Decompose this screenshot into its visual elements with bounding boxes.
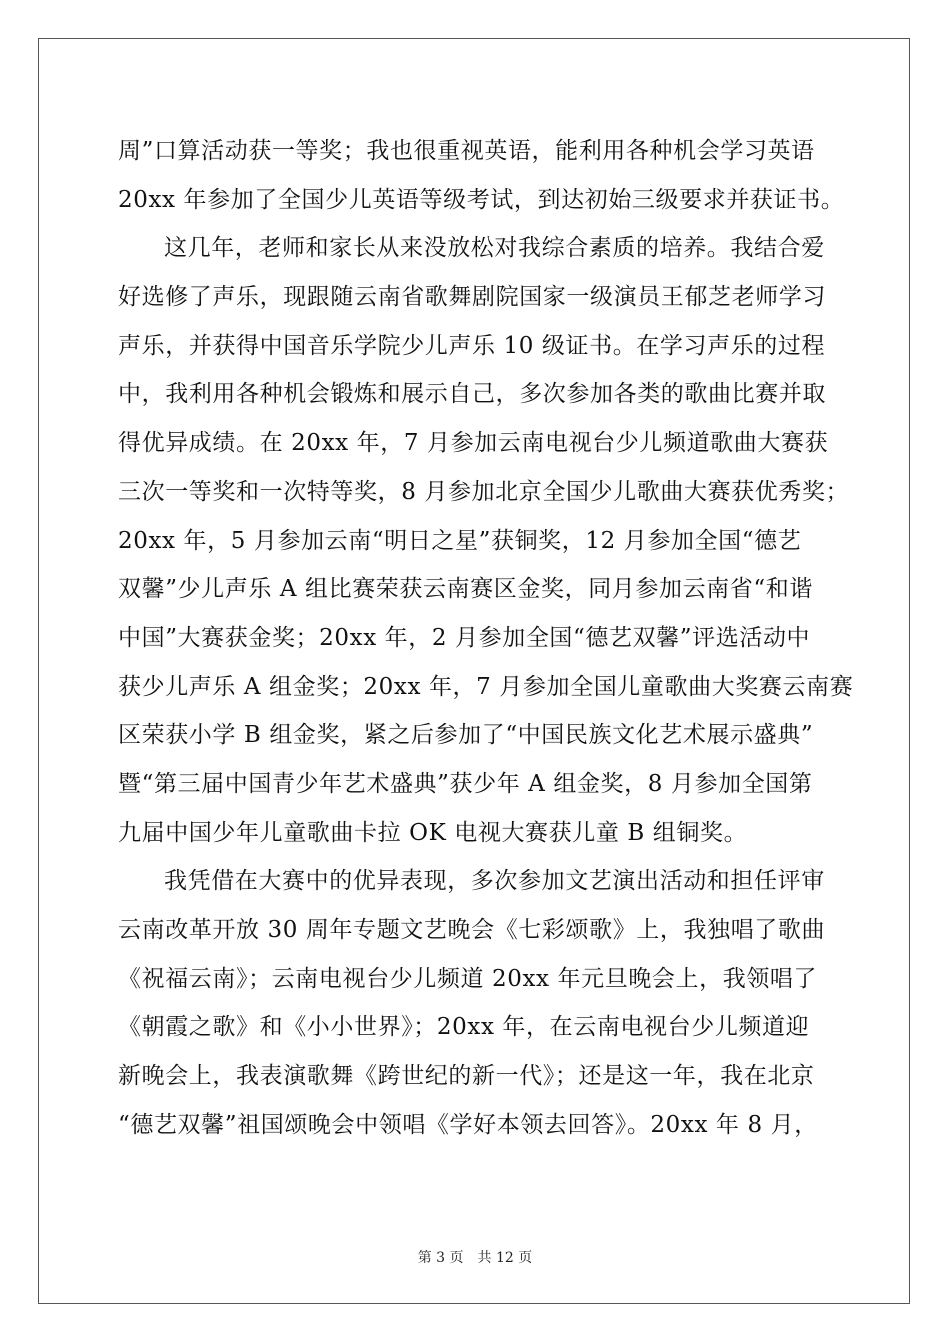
text-line: 《朝霞之歌》和《小小世界》；20xx 年，在云南电视台少儿频道迎 — [118, 1014, 810, 1041]
text-line: 云南改革开放 30 周年专题文艺晚会《七彩颂歌》上，我独唱了歌曲 — [118, 917, 826, 943]
text-line: 新晚会上，我表演歌舞《跨世纪的新一代》；还是这一年，我在北京 — [118, 1063, 815, 1090]
text-line: 20xx 年，5 月参加云南“明日之星”获铜奖，12 月参加全国“德艺 — [118, 527, 802, 554]
text-line: 区荣获小学 B 组金奖，紧之后参加了“中国民族文化艺术展示盛典” — [118, 722, 814, 749]
text-line: 九届中国少年儿童歌曲卡拉 OK 电视大赛获儿童 B 组铜奖。 — [118, 819, 748, 846]
text-line: 这几年，老师和家长从来没放松对我综合素质的培养。我结合爱 — [164, 235, 825, 262]
document-body — [118, 127, 854, 1149]
text-line: 中国”大赛获金奖；20xx 年，2 月参加全国“德艺双馨”评选活动中 — [118, 624, 811, 651]
text-line: 暨“第三届中国青少年艺术盛典”获少年 A 组金奖，8 月参加全国第 — [118, 770, 813, 797]
text-line: 《祝福云南》；云南电视台少儿频道 20xx 年元旦晚会上，我领唱了 — [118, 965, 818, 992]
text-line: “德艺双馨”祖国颂晚会中领唱《学好本领去回答》。20xx 年 8 月， — [118, 1111, 818, 1138]
text-line: 20xx 年参加了全国少儿英语等级考试，到达初始三级要求并获证书。 — [118, 186, 845, 213]
text-line: 得优异成绩。在 20xx 年，7 月参加云南电视台少儿频道歌曲大赛获 — [118, 430, 829, 457]
text-line: 双馨”少儿声乐 A 组比赛荣获云南赛区金奖，同月参加云南省“和谐 — [118, 576, 813, 603]
text-line: 三次一等奖和一次特等奖，8 月参加北京全国少儿歌曲大赛获优秀奖； — [118, 478, 850, 505]
text-line: 声乐，并获得中国音乐学院少儿声乐 10 级证书。在学习声乐的过程 — [118, 332, 826, 359]
text-line: 周”口算活动获一等奖；我也很重视英语，能利用各种机会学习英语 — [118, 138, 815, 164]
page-footer — [0, 1247, 950, 1267]
page-total: 共 12 页 — [477, 1250, 533, 1266]
text-line: 获少儿声乐 A 组金奖；20xx 年，7 月参加全国儿童歌曲大奖赛云南赛 — [118, 673, 854, 700]
text-line: 好选修了声乐，现跟随云南省歌舞剧院国家一级演员王郁芝老师学习 — [118, 284, 826, 311]
page-number: 第 3 页 — [417, 1250, 464, 1266]
text-line: 中，我利用各种机会锻炼和展示自己，多次参加各类的歌曲比赛并取 — [118, 381, 826, 408]
text-line: 我凭借在大赛中的优异表现，多次参加文艺演出活动和担任评审 — [164, 868, 825, 895]
